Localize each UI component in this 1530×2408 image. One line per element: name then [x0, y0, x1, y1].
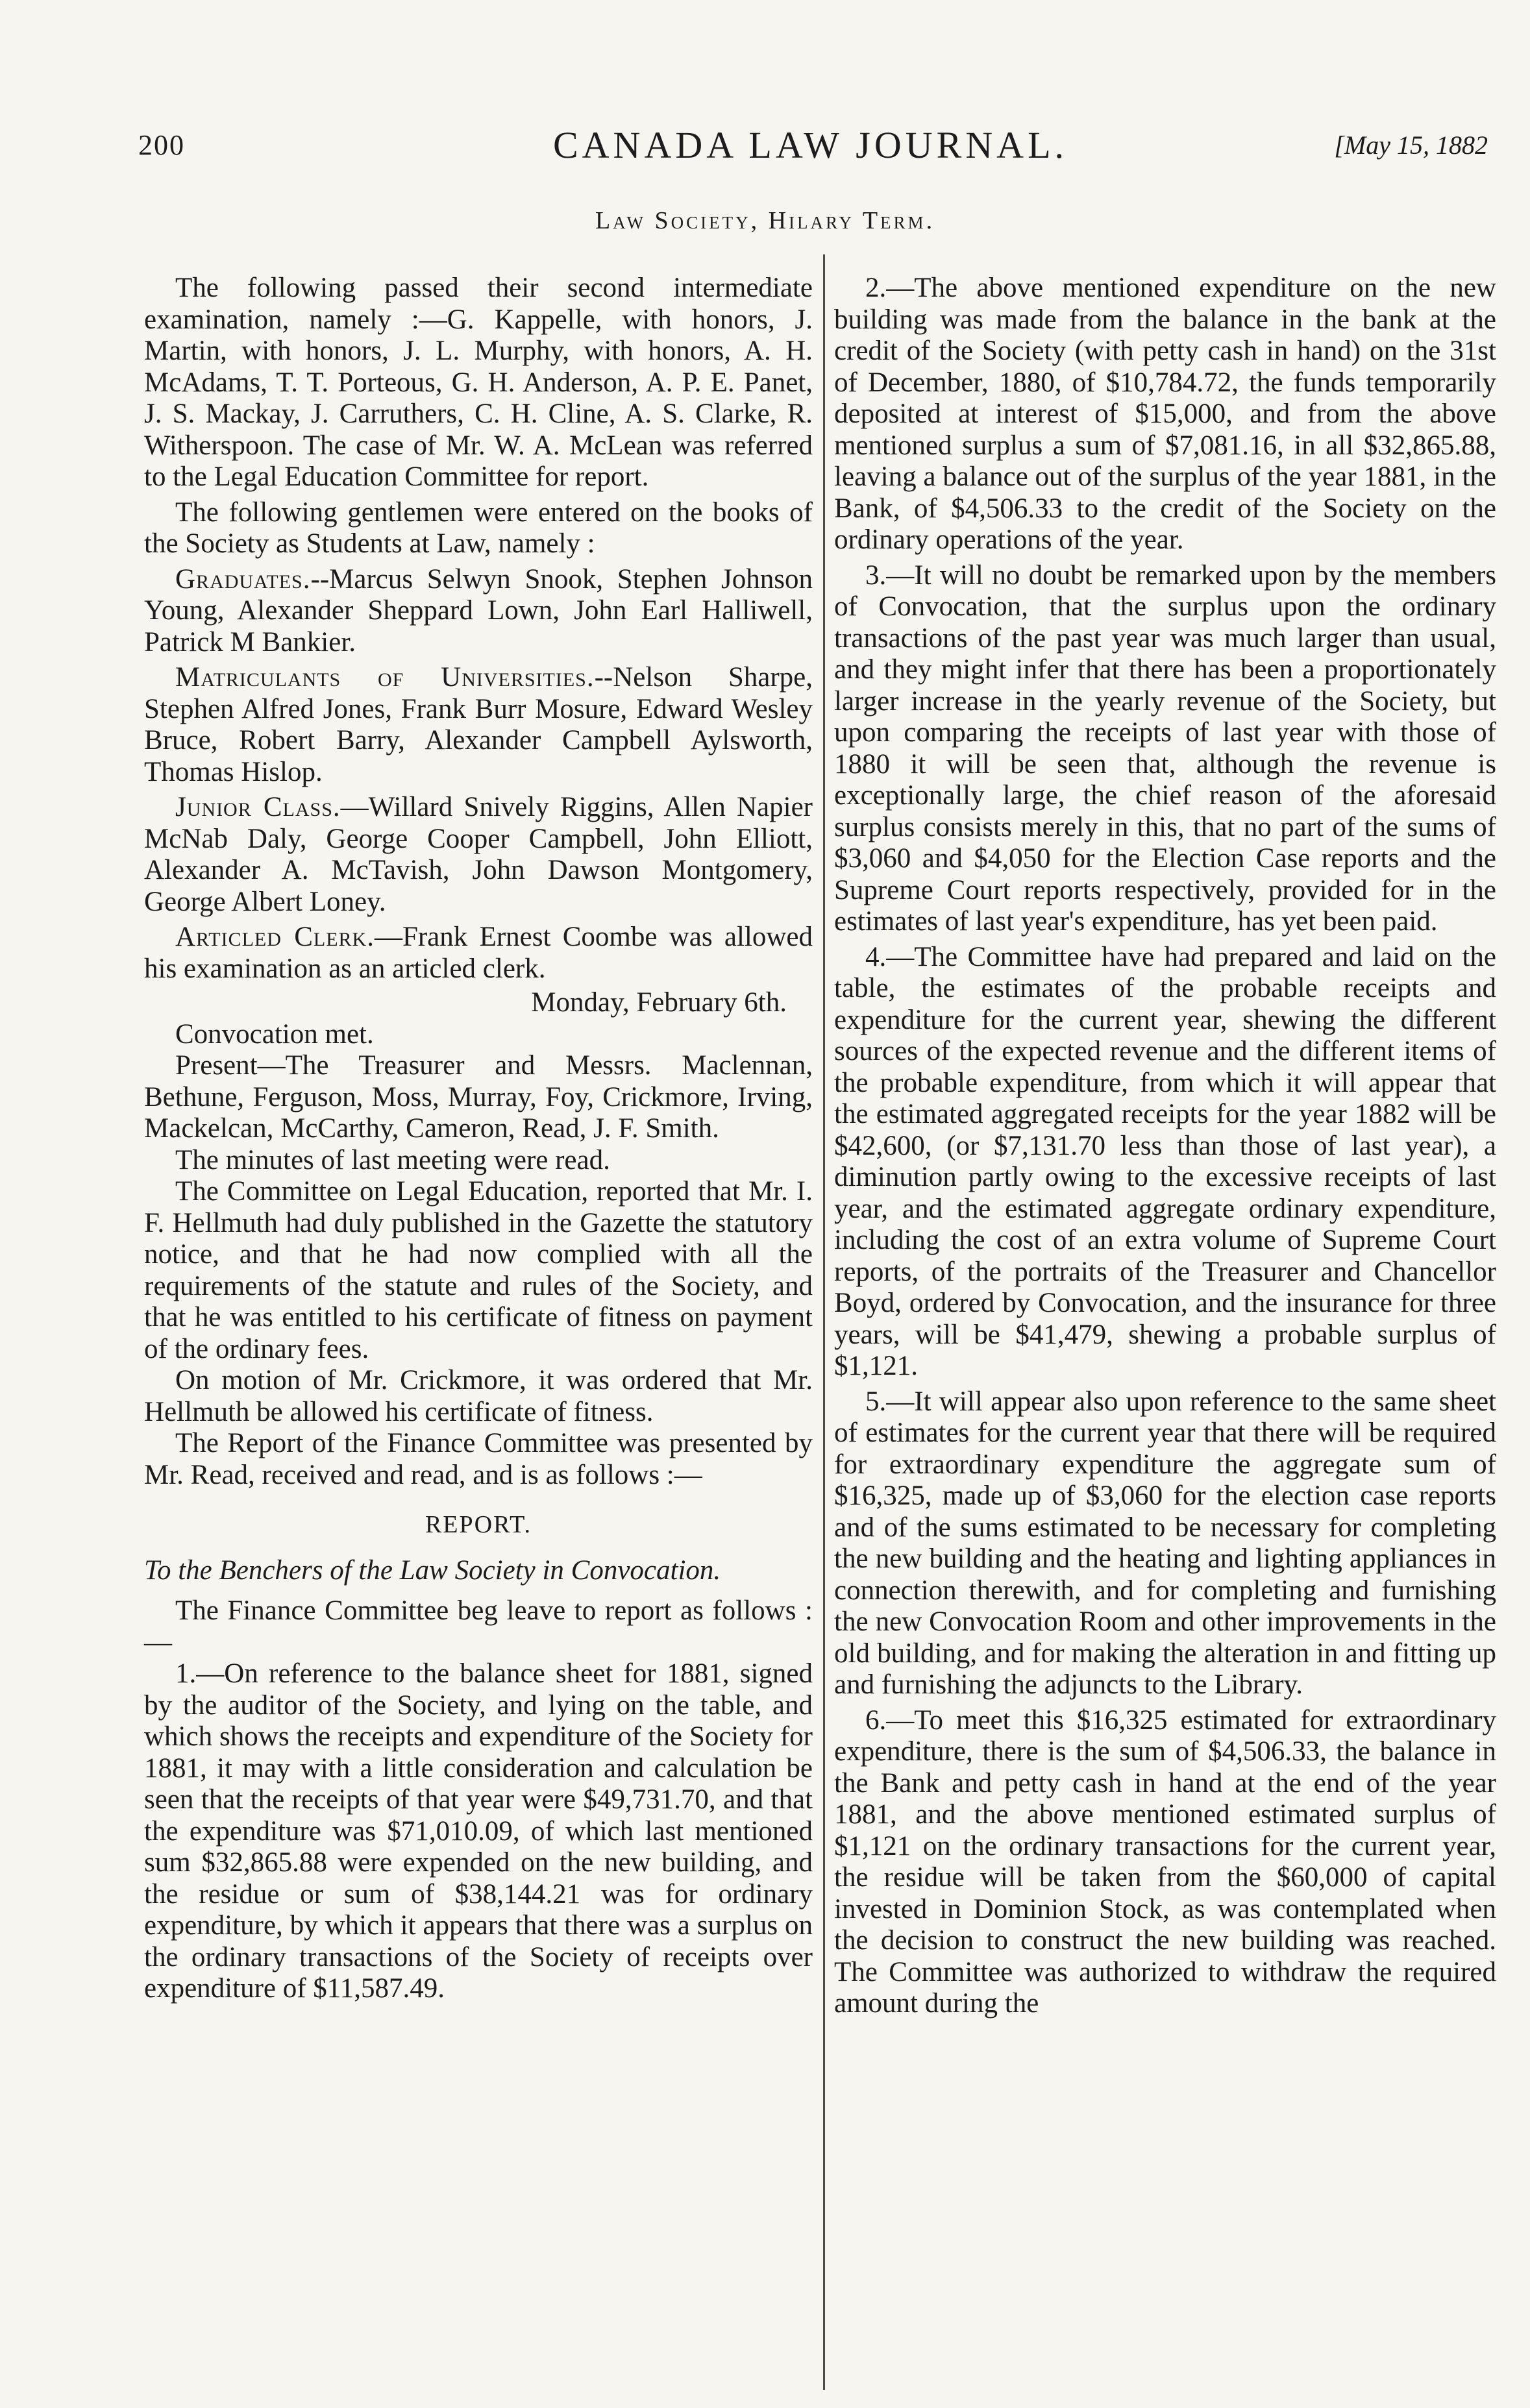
junior-class-label: Junior Class. [175, 792, 341, 822]
report-address: To the Benchers of the Law Society in Convocation. [144, 1554, 721, 1586]
paragraph-convocation-met: Convocation met. [175, 1018, 374, 1050]
paragraph-present: Present—The Treasurer and Messrs. Maclennan, Bethune, Ferguson, Moss, Murray, Foy, Crickmore, Irving, Mackelcan, McCarthy, Cameron, Read, J. F. Smith. [144, 1050, 813, 1144]
running-head [133, 123, 1488, 175]
report-item-3: 3.—It will no doubt be remarked upon by the members of Convocation, that the surplus upon the ordinary transactions of the past year was much larger than usual, and they might infer that there has been a proportionately larger increase in the yearly revenue of the Society, but upon comparing the receipts of last year with those of 1880 it will be seen that, although the revenue is exceptionally large, the chief reason of the aforesaid surplus consists merely in this, that no part of the sums of $3,060 and $4,050 for the Election Case reports and the Supreme Court reports respectively, provided for in the estimates of last year's expenditure, has yet been paid. [834, 559, 1496, 937]
graduates-label: Graduates. [175, 563, 311, 595]
section-title: Law Society, Hilary Term. [595, 207, 935, 234]
graduates-list: --Marcus Selwyn Snook, Stephen Johnson Young, Alexander Sheppard Lown, John Earl Halliwell, Patrick M Bankier. [144, 563, 813, 657]
report-heading: REPORT. [425, 1511, 532, 1538]
page-number: 200 [138, 129, 185, 161]
articled-clerk-text: —Frank Ernest Coombe was allowed his examination as an articled clerk. [144, 922, 813, 984]
paragraph-junior-class [144, 792, 813, 918]
paragraph-students-entered: The following gentlemen were entered on the books of the Society as Students at Law, namely : [144, 497, 813, 559]
paragraph-finance-report-intro: The Report of the Finance Committee was presented by Mr. Read, received and read, and is as follows :— [144, 1428, 813, 1490]
left-column [144, 273, 813, 2005]
paragraph-articled-clerk [144, 922, 813, 985]
report-item-6: 6.—To meet this $16,325 estimated for extraordinary expenditure, there is the sum of $4,506.33, the balance in the Bank and petty cash in hand at the end of the year 1881, and the above mentioned estimated surplus of $1,121 on the ordinary transactions for the current year, the residue will be taken from the $60,000 of capital invested in Dominion Stock, as was contemplated when the decision to construct the new building was reached. The Committee was authorized to withdraw the required amount during the [834, 1704, 1496, 2019]
paragraph-matriculants [144, 662, 813, 788]
paragraph-intermediate-exam: The following passed their second intermediate examination, namely :—G. Kappelle, with honors, J. Martin, with honors, J. L. Murphy, with honors, A. H. McAdams, T. T. Porteous, G. H. Anderson, A. P. E. Panet, J. S. Mackay, J. Carruthers, C. H. Cline, A. S. Clarke, R. Witherspoon. The case of Mr. W. A. McLean was referred to the Legal Education Committee for report. [144, 273, 813, 492]
matriculants-label: Matriculants of Universities. [175, 662, 595, 693]
paragraph-motion: On motion of Mr. Crickmore, it was ordered that Mr. Hellmuth be allowed his certificate of fitness. [144, 1365, 813, 1427]
issue-date: [May 15, 1882 [1334, 130, 1488, 160]
report-item-2: 2.—The above mentioned expenditure on the new building was made from the balance in the bank at the credit of the Society (with petty cash in hand) on the 31st of December, 1880, of $10,784.72, the funds temporarily deposited at interest of $15,000, and from the above mentioned surplus a sum of $7,081.16, in all $32,865.88, leaving a balance out of the surplus of the year 1881, in the Bank, of $4,506.33 to the credit of the Society on the ordinary operations of the year. [834, 273, 1496, 555]
right-column [834, 273, 1496, 2020]
report-item-4: 4.—The Committee have had prepared and laid on the table, the estimates of the probable receipts and expenditure for the current year, shewing the different sources of the expected revenue and the different items of the probable expenditure, from which it will appear that the estimated aggregated receipts for the year 1882 will be $42,600, (or $7,131.70 less than those of last year), a diminution partly owing to the excessive receipts of last year, and the estimated aggregate ordinary expenditure, including the cost of an extra volume of Supreme Court reports, of the portraits of the Treasurer and Chancellor Boyd, ordered by Convocation, and the insurance for three years, will be $41,479, shewing a probable surplus of $1,121. [834, 941, 1496, 1381]
column-divider [823, 254, 825, 2390]
meeting-date: Monday, February 6th. [531, 987, 787, 1018]
matriculants-list: --Nelson Sharpe, Stephen Alfred Jones, Frank Burr Mosure, Edward Wesley Bruce, Robert Barry, Alexander Campbell Aylsworth, Thomas Hislop. [144, 662, 813, 787]
paragraph-legal-education: The Committee on Legal Education, reported that Mr. I. F. Hellmuth had duly published in the Gazette the statutory notice, and that he had now complied with all the requirements of the statute and rules of the Society, and that he was entitled to his certificate of fitness on payment of the ordinary fees. [144, 1176, 813, 1364]
report-item-1: 1.—On reference to the balance sheet for 1881, signed by the auditor of the Society, and lying on the table, and which shows the receipts and expenditure of the Society for 1881, it may with a little consideration and calculation be seen that the receipts of that year were $49,731.70, and that the expenditure was $71,010.09, of which last mentioned sum $32,865.88 were expended on the new building, and the residue or sum of $38,144.21 was for ordinary expenditure, by which it appears that there was a surplus on the ordinary transactions of the Society of receipts over expenditure of $11,587.49. [144, 1658, 813, 2004]
journal-title: CANADA LAW JOURNAL. [552, 124, 1068, 166]
articled-clerk-label: Articled Clerk. [175, 922, 375, 952]
paragraph-graduates [144, 564, 813, 659]
junior-class-list: —Willard Snively Riggins, Allen Napier McNab Daly, George Cooper Campbell, John Elliott, Alexander A. McTavish, John Dawson Montgomery, George Albert Loney. [144, 792, 813, 917]
paragraph-minutes: The minutes of last meeting were read. [175, 1144, 610, 1175]
report-item-5: 5.—It will appear also upon reference to the same sheet of estimates for the current year that there will be required for extraordinary expenditure the aggregate sum of $16,325, made up of $3,060 for the election case reports and of the sums estimated to be necessary for completing the new building and the heating and lighting appliances in connection therewith, and for completing and furnishing the new Convocation Room and other improvements in the old building, and for making the alteration in and fitting up and furnishing the adjuncts to the Library. [834, 1386, 1496, 1700]
paragraph-beg-leave: The Finance Committee beg leave to report as follows :— [144, 1595, 813, 1658]
